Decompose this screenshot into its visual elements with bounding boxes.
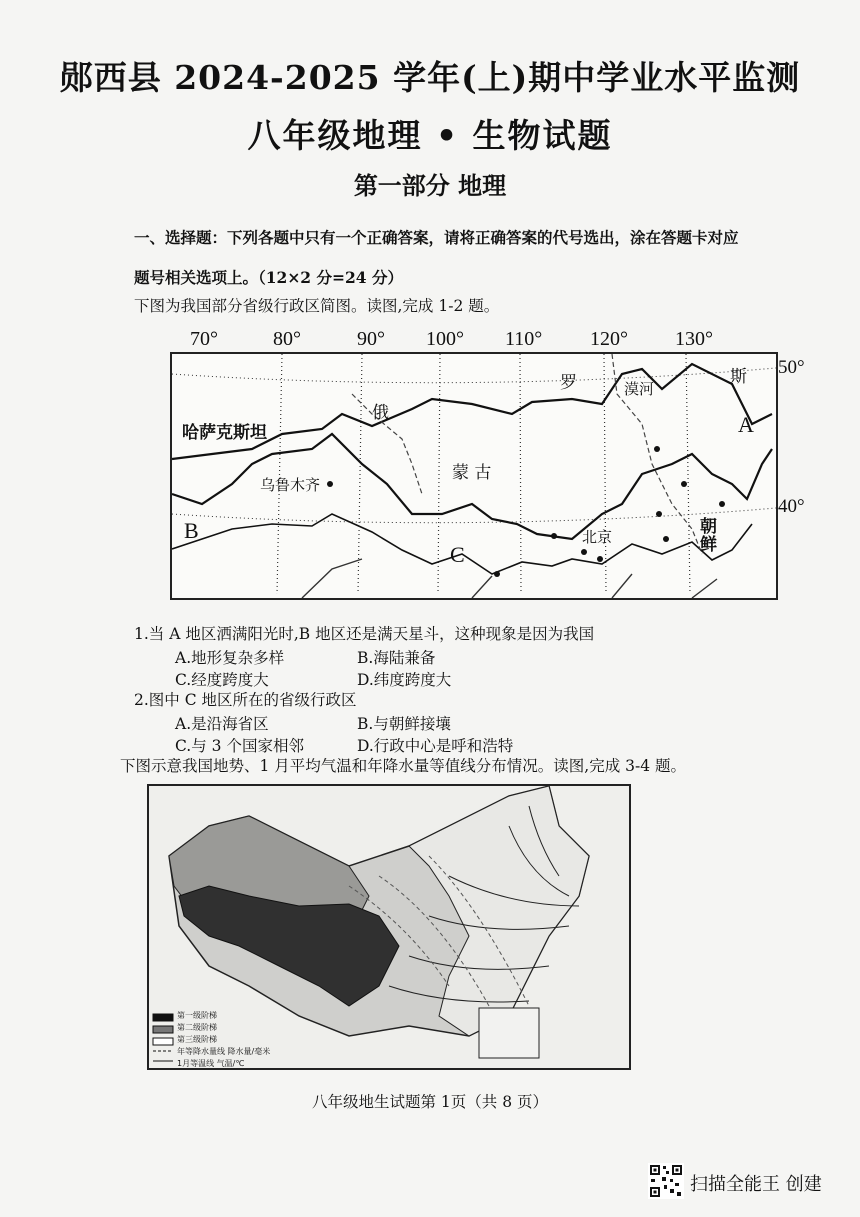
longitude-label: 110° [505, 328, 543, 350]
label-russia-1: 俄 [372, 403, 389, 423]
question-2-option-c[interactable]: C.与 3 个国家相邻 [175, 737, 304, 755]
question-2-stem: 2.图中 C 地区所在的省级行政区 [134, 691, 357, 709]
section-instruction-score: 题号相关选项上。（12×2 分=24 分） [134, 268, 403, 287]
terrain-climate-map [147, 784, 631, 1070]
label-mohe: 漠河 [624, 380, 655, 398]
question-1-stem: 1.当 A 地区洒满阳光时,B 地区还是满天星斗，这种现象是因为我国 [134, 625, 595, 643]
legend-item: 1月等温线 气温/℃ [177, 1059, 245, 1068]
province-map [170, 352, 778, 600]
label-russia-3: 斯 [730, 367, 747, 387]
question-1-option-b[interactable]: B.海陆兼备 [357, 649, 436, 667]
question-2-option-d[interactable]: D.行政中心是呼和浩特 [357, 737, 514, 755]
label-korea-1: 朝 [700, 517, 717, 537]
section-instruction: 一、选择题：下列各题中只有一个正确答案，请将正确答案的代号选出，涂在答题卡对应 [134, 228, 739, 247]
longitude-label: 130° [675, 328, 713, 350]
point-b-label: B [184, 518, 199, 543]
label-beijing: 北京 [582, 528, 613, 546]
page-footer: 八年级地生试题第 1页（共 8 页） [311, 1093, 548, 1111]
legend-item: 第一级阶梯 [177, 1011, 217, 1020]
question-1-option-c[interactable]: C.经度跨度大 [175, 671, 269, 689]
question-1-option-a[interactable]: A.地形复杂多样 [175, 649, 285, 667]
longitude-label: 120° [590, 328, 628, 350]
label-mongolia: 蒙 古 [452, 463, 492, 483]
latitude-label: 40° [778, 496, 805, 517]
latitude-label: 50° [778, 357, 805, 378]
exam-subtitle: 八年级地理 • 生物试题 [247, 116, 613, 155]
longitude-label: 70° [190, 328, 218, 350]
point-c-label: C [450, 542, 465, 567]
label-korea-2: 鲜 [700, 535, 717, 555]
longitude-label: 100° [426, 328, 464, 350]
legend-item: 第二级阶梯 [177, 1023, 217, 1032]
point-a-label: A [738, 412, 754, 437]
part-title: 第一部分 地理 [353, 171, 507, 200]
map1-intro: 下图为我国部分省级行政区简图。读图,完成 1-2 题。 [134, 297, 500, 315]
legend-item: 第三级阶梯 [177, 1035, 217, 1044]
legend-item: 年等降水量线 降水量/毫米 [177, 1047, 271, 1056]
question-2-option-a[interactable]: A.是沿海省区 [175, 715, 269, 733]
label-urumqi: 乌鲁木齐 [260, 476, 321, 494]
label-russia-2: 罗 [560, 373, 577, 393]
question-2-option-b[interactable]: B.与朝鲜接壤 [357, 715, 451, 733]
map2-intro: 下图示意我国地势、1 月平均气温和年降水量等值线分布情况。读图,完成 3-4 题。 [120, 757, 687, 775]
longitude-label: 90° [357, 328, 385, 350]
scanner-watermark: 扫描全能王 创建 [690, 1174, 822, 1195]
longitude-label: 80° [273, 328, 301, 350]
qr-code-icon [648, 1163, 684, 1199]
label-kazakhstan: 哈萨克斯坦 [182, 423, 267, 443]
exam-title: 郧西县 2024-2025 学年(上)期中学业水平监测 [59, 58, 801, 97]
question-1-option-d[interactable]: D.纬度跨度大 [357, 671, 452, 689]
map-legend [177, 1010, 270, 1070]
